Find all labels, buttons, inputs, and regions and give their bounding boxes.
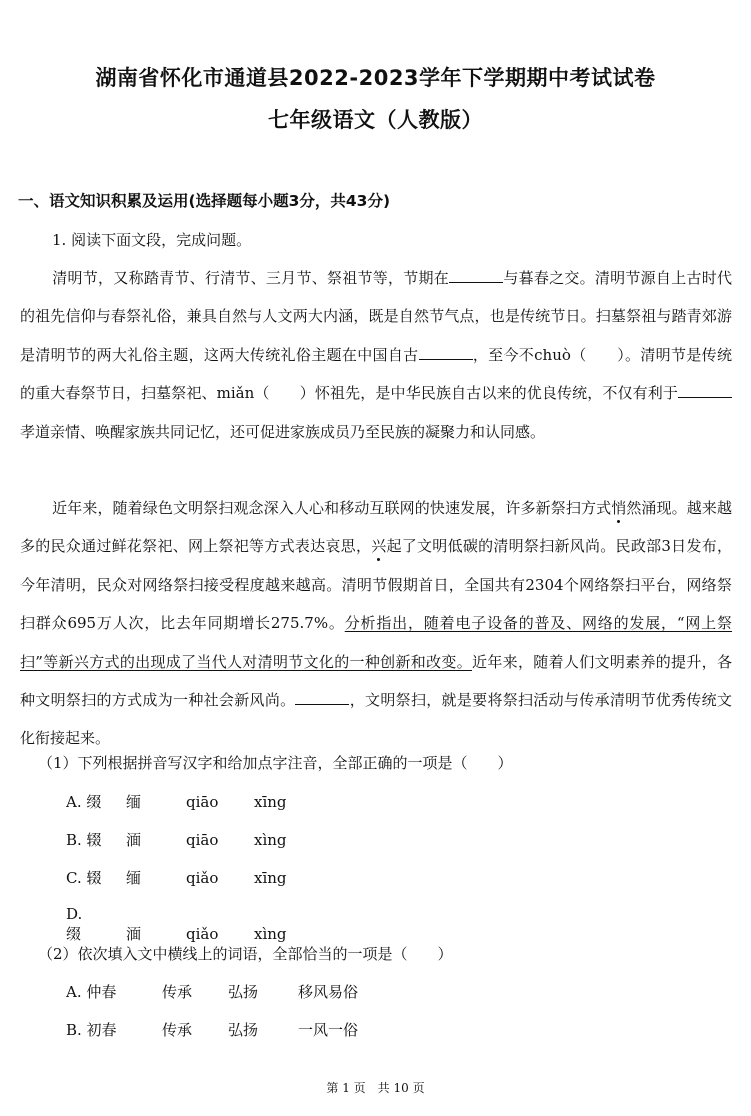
exam-subtitle: 七年级语文（人教版） bbox=[268, 108, 483, 132]
dotted-character: 兴 bbox=[371, 537, 387, 556]
option-a: A. 缀 缅 qiāo xīng bbox=[66, 793, 287, 811]
option-b: B. 初春 传承 弘扬 一风一俗 bbox=[66, 1021, 359, 1039]
option-a: A. 仲春 传承 弘扬 移风易俗 bbox=[66, 983, 359, 1001]
option-c: C. 辍 缅 qiǎo xīng bbox=[66, 869, 287, 887]
fill-blank-4 bbox=[295, 703, 349, 705]
passage-text: 近年来，随着人们文明素养的提升，各种文明祭扫的方式成为一种社会新风尚。 bbox=[20, 652, 732, 710]
passage-text: ，文明祭扫，就是要将祭扫活动与传承清明节优秀传统文化衔接起来。 bbox=[20, 691, 732, 748]
option-b: B. 辍 湎 qiāo xìng bbox=[66, 831, 287, 849]
page-footer: 第 1 页 共 10 页 bbox=[326, 1081, 425, 1095]
passage-text: 与暮春之交。清明节源自上古时代的祖先信仰与春祭礼俗，兼具自然与人文两大内涵，既是自然节气点，也是传统节日。扫墓祭祖与踏青郊游是清明节的两大礼俗主题，这两大传统礼俗主题在中国自古 bbox=[20, 269, 732, 364]
question-1-prompt: 1. 阅读下面文段，完成问题。 bbox=[52, 231, 252, 249]
fill-blank-3 bbox=[678, 396, 732, 398]
exam-title: 湖南省怀化市通道县2022-2023学年下学期期中考试试卷 bbox=[95, 66, 656, 90]
passage-paragraph-1 bbox=[20, 259, 732, 451]
passage-text: 起了文明低碳的清明祭扫新风尚。民政部3日发布，今年清明，民众对网络祭扫接受程度越来越高。清明节假期首日，全国共有2304个网络祭扫平台，网络祭扫群众695万人次，比去年同期增长275.7%。 bbox=[20, 537, 732, 633]
sub-question-1: （1）下列根据拼音写汉字和给加点字注音，全部正确的一项是（ ） bbox=[38, 754, 513, 772]
underlined-sentence: 分析指出，随着电子设备的普及、网络的发展，“网上祭扫”等新兴方式的出现成了当代人对清明节文化的一种创新和改变。 bbox=[20, 614, 732, 671]
passage-text: 清明节，又称踏青节、行清节、三月节、祭祖节等，节期在 bbox=[52, 269, 450, 287]
passage-text: ，至今不chuò（ ）。清明节是传统的重大春祭节日，扫墓祭祀、miǎn（ ）怀祖先，是中华民族自古以来的优良传统，不仅有利于 bbox=[20, 345, 732, 403]
passage-paragraph-2 bbox=[20, 489, 732, 758]
sub-question-2: （2）依次填入文中横线上的词语，全部恰当的一项是（ ） bbox=[38, 945, 453, 963]
section-heading: 一、语文知识积累及运用(选择题每小题3分，共43分) bbox=[18, 192, 391, 210]
passage-text: 孝道亲情、唤醒家族共同记忆，还可促进家族成员乃至民族的凝聚力和认同感。 bbox=[20, 422, 546, 441]
dotted-character: 悄 bbox=[611, 499, 627, 517]
passage-text: 近年来，随着绿色文明祭扫观念深入人心和移动互联网的快速发展，许多新祭扫方式 bbox=[52, 499, 612, 517]
passage-text: 然涌现。越来越多的民众通过鲜花祭祀、网上祭祀等方式表达哀思， bbox=[20, 499, 732, 556]
fill-blank-1 bbox=[449, 281, 503, 283]
option-d: D. 缀 湎 qiǎo xìng bbox=[66, 905, 287, 943]
fill-blank-2 bbox=[419, 358, 473, 360]
